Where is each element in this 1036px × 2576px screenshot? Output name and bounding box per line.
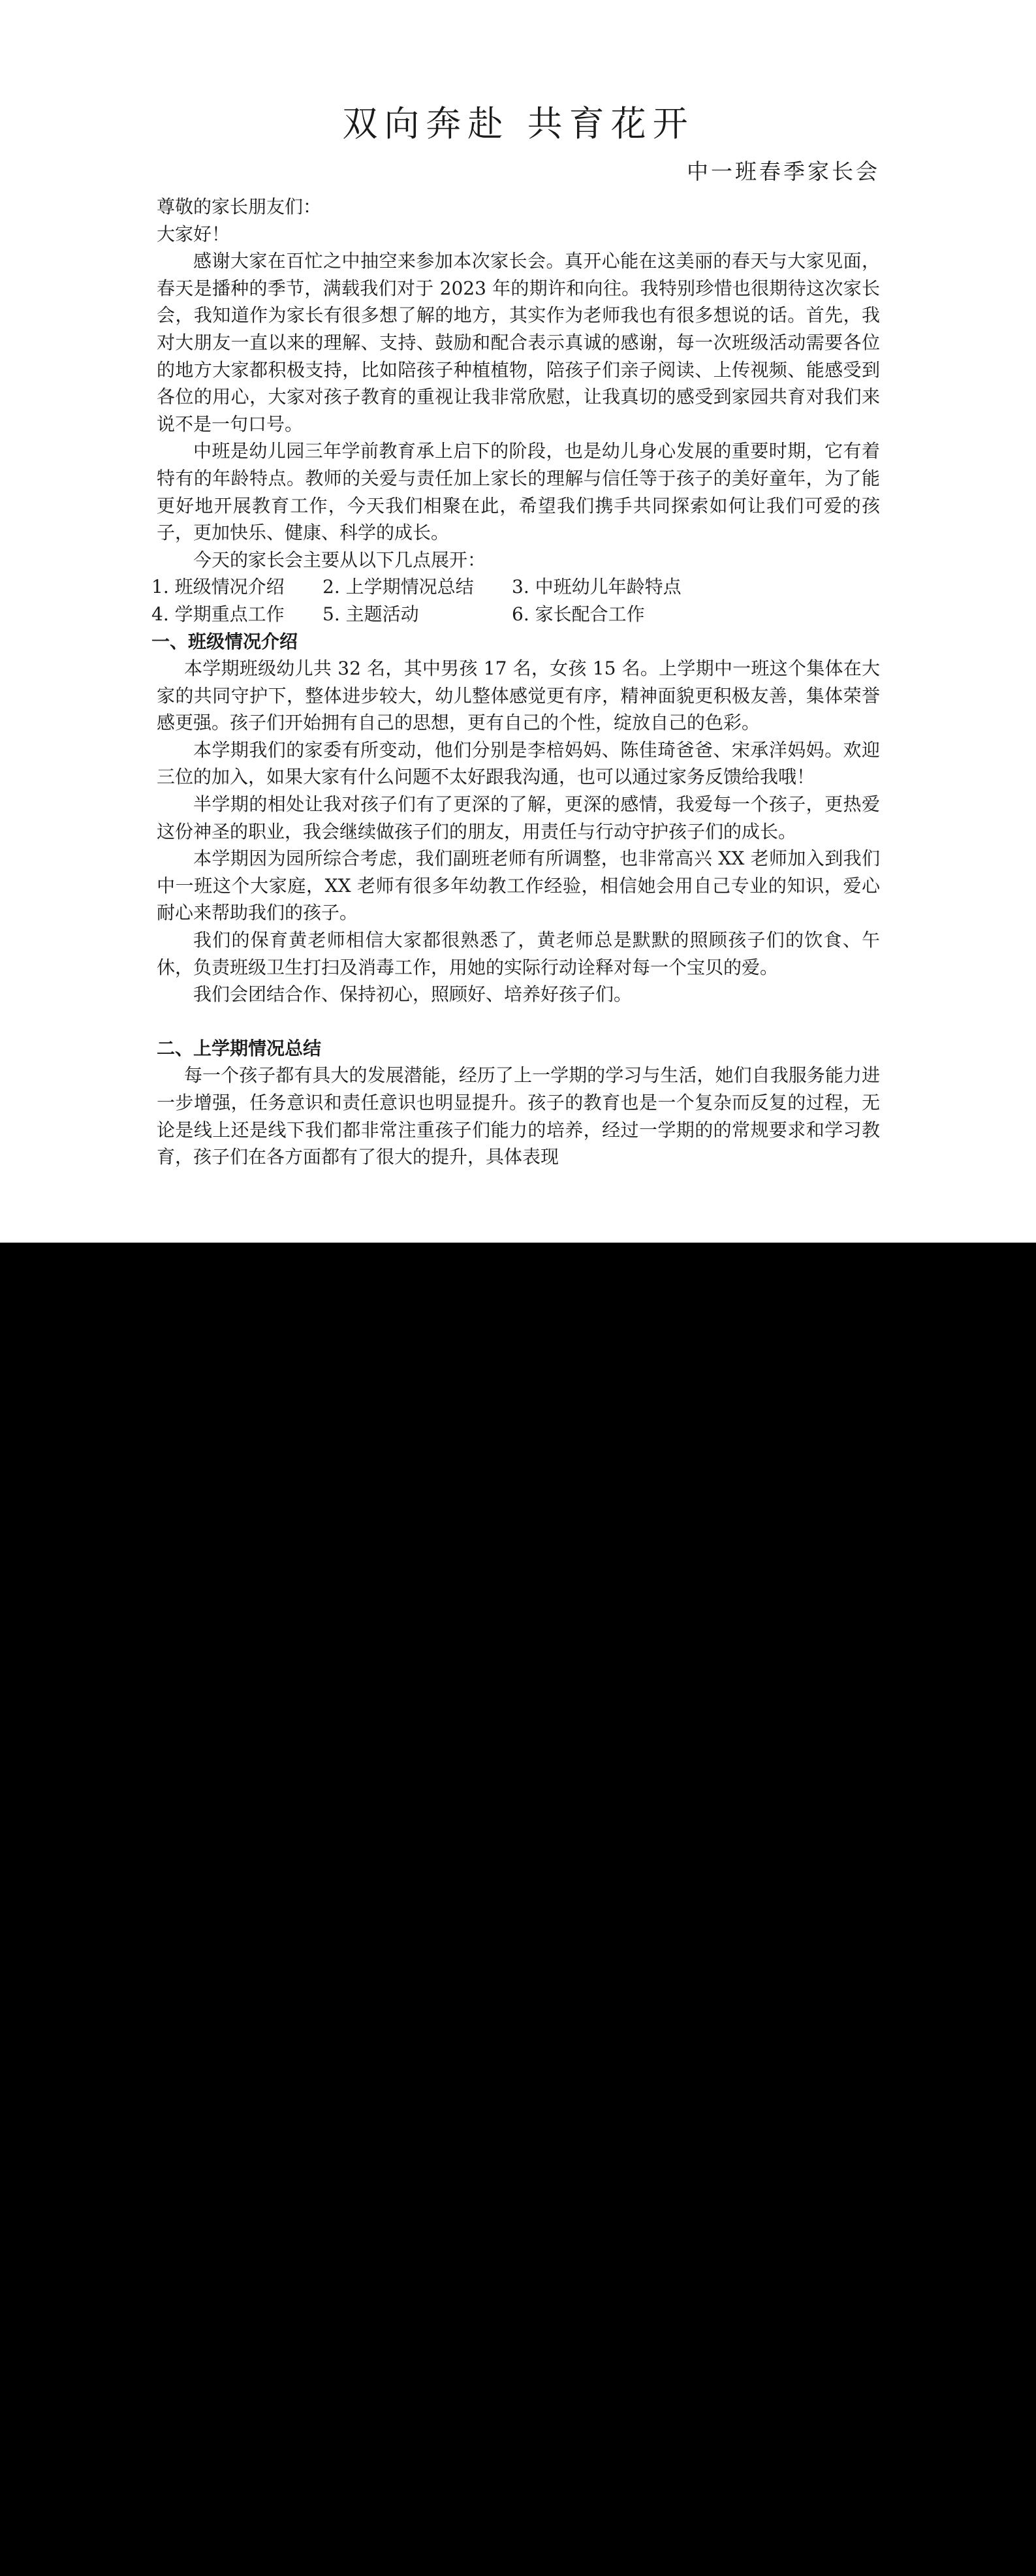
section-heading: 二、上学期情况总结 xyxy=(157,1037,322,1059)
agenda-item: 3. 中班幼儿年龄特点 xyxy=(512,576,682,598)
agenda-item: 6. 家长配合工作 xyxy=(512,603,645,625)
paragraph: 本学期我们的家委有所变动，他们分别是李棓妈妈、陈佳琦爸爸、宋承洋妈妈。欢迎三位的加入，如果大家有什么问题不太好跟我沟通，也可以通过家务反馈给我哦！ xyxy=(157,739,880,788)
section-heading: 一、班级情况介绍 xyxy=(151,630,298,652)
agenda-row xyxy=(151,573,880,601)
document-title: 双向奔赴 共育花开 xyxy=(342,103,695,144)
greeting-line: 大家好！ xyxy=(157,223,230,245)
agenda-item: 4. 学期重点工作 xyxy=(151,603,285,625)
paragraph: 本学期因为园所综合考虑，我们副班老师有所调整，也非常高兴 XX 老师加入到我们中一班这个大家庭，XX 老师有很多年幼教工作经验，相信她会用自己专业的知识，爱心耐心来帮助我们的孩子。 xyxy=(157,848,880,924)
document-subtitle: 中一班春季家长会 xyxy=(687,159,880,184)
agenda-item: 2. 上学期情况总结 xyxy=(322,576,474,598)
agenda-row xyxy=(151,601,880,628)
agenda-item: 5. 主题活动 xyxy=(322,603,419,625)
paragraph: 中班是幼儿园三年学前教育承上启下的阶段，也是幼儿身心发展的重要时期，它有着特有的年龄特点。教师的关爱与责任加上家长的理解与信任等于孩子的美好童年，为了能更好地开展教育工作，今天我们相聚在此，希望我们携手共同探索如何让我们可爱的孩子，更加快乐、健康、科学的成长。 xyxy=(157,440,880,544)
agenda-item: 1. 班级情况介绍 xyxy=(151,576,285,598)
paragraph: 我们会团结合作、保持初心，照顾好、培养好孩子们。 xyxy=(193,983,633,1006)
greeting-line: 尊敬的家长朋友们： xyxy=(157,196,322,217)
agenda-intro: 今天的家长会主要从以下几点展开： xyxy=(193,549,486,571)
spacer xyxy=(157,1008,880,1035)
paragraph: 本学期班级幼儿共 32 名，其中男孩 17 名，女孩 15 名。上学期中一班这个集体在大家的共同守护下，整体进步较大，幼儿整体感觉更有序，精神面貌更积极友善，集体荣誉感更强。孩子们开始拥有自己的思想，更有自己的个性，绽放自己的色彩。 xyxy=(157,658,880,734)
document-page xyxy=(0,0,1036,1243)
paragraph: 感谢大家在百忙之中抽空来参加本次家长会。真开心能在这美丽的春天与大家见面，春天是播种的季节，满载我们对于 2023 年的期许和向往。我特别珍惜也很期待这次家长会，我知道作为家长有很多想了解的地方，其实作为老师我也有很多想说的话。首先，我对大朋友一直以来的理解、支持、鼓励和配合表示真诚的感谢，每一次班级活动需要各位的地方大家都积极支持，比如陪孩子种植植物，陪孩子们亲子阅读、上传视频、能感受到各位的用心，大家对孩子教育的重视让我非常欣慰，让我真切的感受到家园共育对我们来说不是一句口号。 xyxy=(157,250,880,435)
document-body xyxy=(151,98,880,1171)
paragraph: 半学期的相处让我对孩子们有了更深的了解，更深的感情，我爱每一个孩子，更热爱这份神圣的职业，我会继续做孩子们的朋友，用责任与行动守护孩子们的成长。 xyxy=(157,793,880,842)
paragraph: 我们的保育黄老师相信大家都很熟悉了，黄老师总是默默的照顾孩子们的饮食、午休，负责班级卫生打扫及消毒工作，用她的实际行动诠释对每一个宝贝的爱。 xyxy=(157,929,880,978)
paragraph: 每一个孩子都有具大的发展潜能，经历了上一学期的学习与生活，她们自我服务能力进一步增强，任务意识和责任意识也明显提升。孩子的教育也是一个复杂而反复的过程，无论是线上还是线下我们都非常注重孩子们能力的培养，经过一学期的的常规要求和学习教育，孩子们在各方面都有了很大的提升，具体表现 xyxy=(157,1064,880,1168)
